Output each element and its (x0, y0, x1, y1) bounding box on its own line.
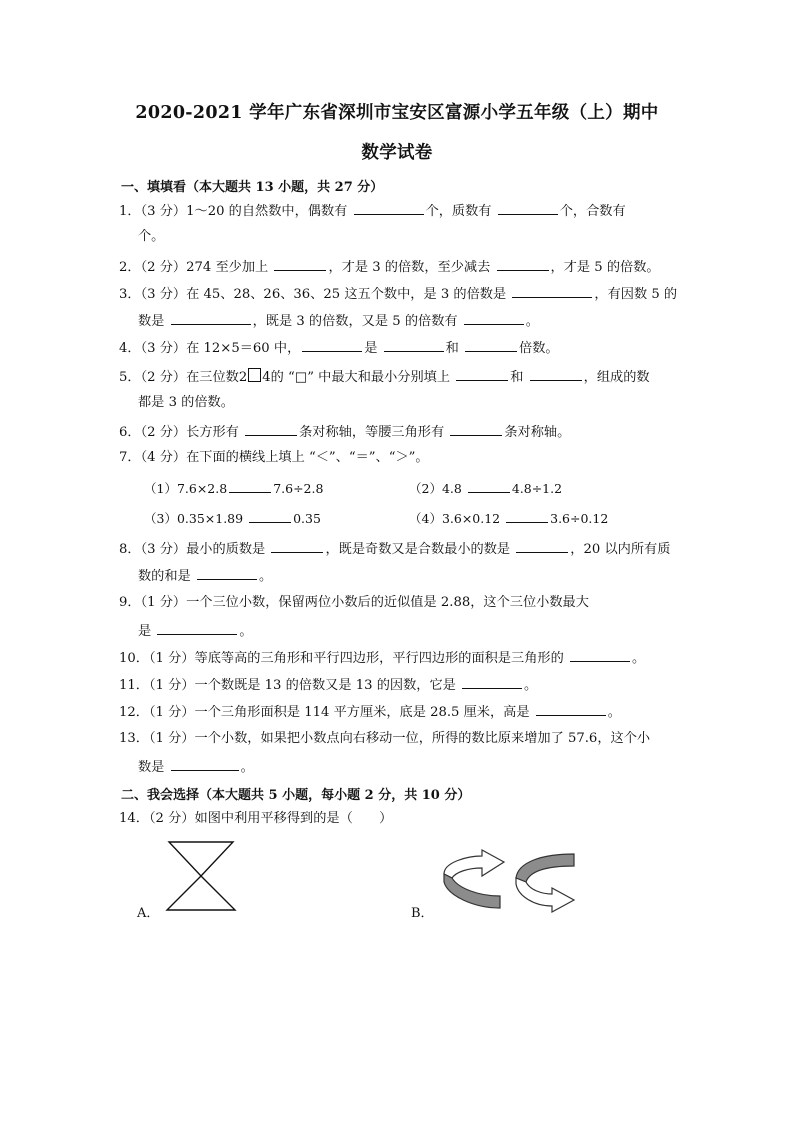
answer-blank[interactable] (468, 480, 510, 493)
question-5-cont: 都是 3 的倍数。 (138, 395, 234, 410)
question-1: 1．（3 分）1～20 的自然数中，偶数有 个，质数有 个，合数有 (119, 204, 626, 219)
title-line-1: 2020-2021 学年广东省深圳市宝安区富源小学五年级（上）期中 (135, 103, 659, 123)
question-14: 14．（2 分）如图中利用平移得到的是（ ） (119, 811, 393, 826)
answer-blank[interactable] (516, 540, 568, 553)
right-arrow-band (516, 854, 574, 882)
question-2: 2．（2 分）274 至少加上 ，才是 3 的倍数，至少减去 ，才是 5 的倍数。 (119, 260, 660, 275)
answer-blank[interactable] (249, 510, 291, 523)
top-triangle (169, 842, 233, 876)
question-9-cont: 是 。 (138, 624, 253, 639)
answer-blank[interactable] (302, 339, 362, 352)
title-line-2: 数学试卷 (361, 143, 433, 163)
hourglass-figure (163, 838, 243, 914)
answer-blank[interactable] (462, 676, 522, 689)
answer-blank[interactable] (512, 285, 592, 298)
section-2-heading: 二、我会选择（本大题共 5 小题，每小题 2 分，共 10 分） (121, 788, 471, 803)
digit-left: 2 (238, 370, 248, 385)
question-7: 7．（4 分）在下面的横线上填上 “＜”、“＝”、“＞”。 (119, 450, 429, 465)
question-8-cont: 数的和是 。 (138, 569, 273, 584)
section-1-heading: 一、填填看（本大题共 13 小题，共 27 分） (121, 180, 384, 195)
answer-blank[interactable] (465, 339, 517, 352)
question-12: 12．（1 分）一个三角形面积是 114 平方厘米，底是 28.5 厘米，高是 。 (119, 705, 621, 720)
answer-blank[interactable] (229, 480, 271, 493)
answer-blank[interactable] (271, 540, 323, 553)
answer-blank[interactable] (536, 703, 606, 716)
digit-box (248, 368, 261, 382)
answer-blank[interactable] (274, 258, 326, 271)
question-3-cont: 数是 ，既是 3 的倍数，又是 5 的倍数有 。 (138, 314, 539, 329)
bottom-triangle (167, 876, 235, 910)
q7-part-4: （4）3.6×0.12 3.6÷0.12 (409, 511, 609, 526)
curved-arrows-figure (438, 848, 588, 916)
answer-blank[interactable] (498, 202, 558, 215)
question-1-cont: 个。 (138, 229, 165, 244)
answer-blank[interactable] (506, 510, 548, 523)
answer-blank[interactable] (450, 423, 502, 436)
q7-part-1: （1）7.6×2.8 7.6÷2.8 (144, 481, 324, 496)
answer-blank[interactable] (197, 567, 257, 580)
answer-blank[interactable] (354, 202, 424, 215)
question-13-cont: 数是 。 (138, 760, 254, 775)
q7-part-3: （3）0.35×1.89 0.35 (144, 511, 321, 526)
answer-blank[interactable] (384, 339, 444, 352)
question-4: 4．（3 分）在 12×5＝60 中， 是 和 倍数。 (119, 341, 559, 356)
answer-blank[interactable] (171, 312, 251, 325)
option-b-label[interactable]: B． (411, 906, 434, 921)
answer-blank[interactable] (530, 368, 582, 381)
answer-blank[interactable] (171, 758, 239, 771)
answer-blank[interactable] (570, 649, 630, 662)
left-arrow-head (444, 850, 504, 878)
option-a-label[interactable]: A． (137, 906, 160, 921)
question-13: 13．（1 分）一个小数，如果把小数点向右移动一位，所得的数比原来增加了 57.6，这个小 (119, 731, 651, 746)
answer-blank[interactable] (157, 622, 237, 635)
digit-right: 4 (262, 370, 271, 385)
question-6: 6．（2 分）长方形有 条对称轴，等腰三角形有 条对称轴。 (119, 425, 571, 440)
answer-blank[interactable] (245, 423, 297, 436)
answer-blank[interactable] (464, 312, 524, 325)
q7-part-2: （2）4.8 4.8÷1.2 (409, 481, 563, 496)
left-arrow-band (444, 874, 500, 908)
right-arrow-head (516, 878, 574, 912)
question-5: 5．（2 分）在三位数2 4的 “□” 中最大和最小分别填上 和 ，组成的数 (119, 370, 650, 385)
answer-blank[interactable] (497, 258, 549, 271)
question-3: 3．（3 分）在 45、28、26、36、25 这五个数中，是 3 的倍数是 ，有因数 5 的 (119, 287, 678, 302)
question-10: 10．（1 分）等底等高的三角形和平行四边形，平行四边形的面积是三角形的 。 (119, 651, 646, 666)
question-11: 11．（1 分）一个数既是 13 的倍数又是 13 的因数，它是 。 (119, 678, 538, 693)
question-8: 8．（3 分）最小的质数是 ，既是奇数又是合数最小的数是 ，20 以内所有质 (119, 542, 671, 557)
question-9: 9．（1 分）一个三位小数，保留两位小数后的近似值是 2.88，这个三位小数最大 (119, 595, 589, 610)
answer-blank[interactable] (456, 368, 508, 381)
